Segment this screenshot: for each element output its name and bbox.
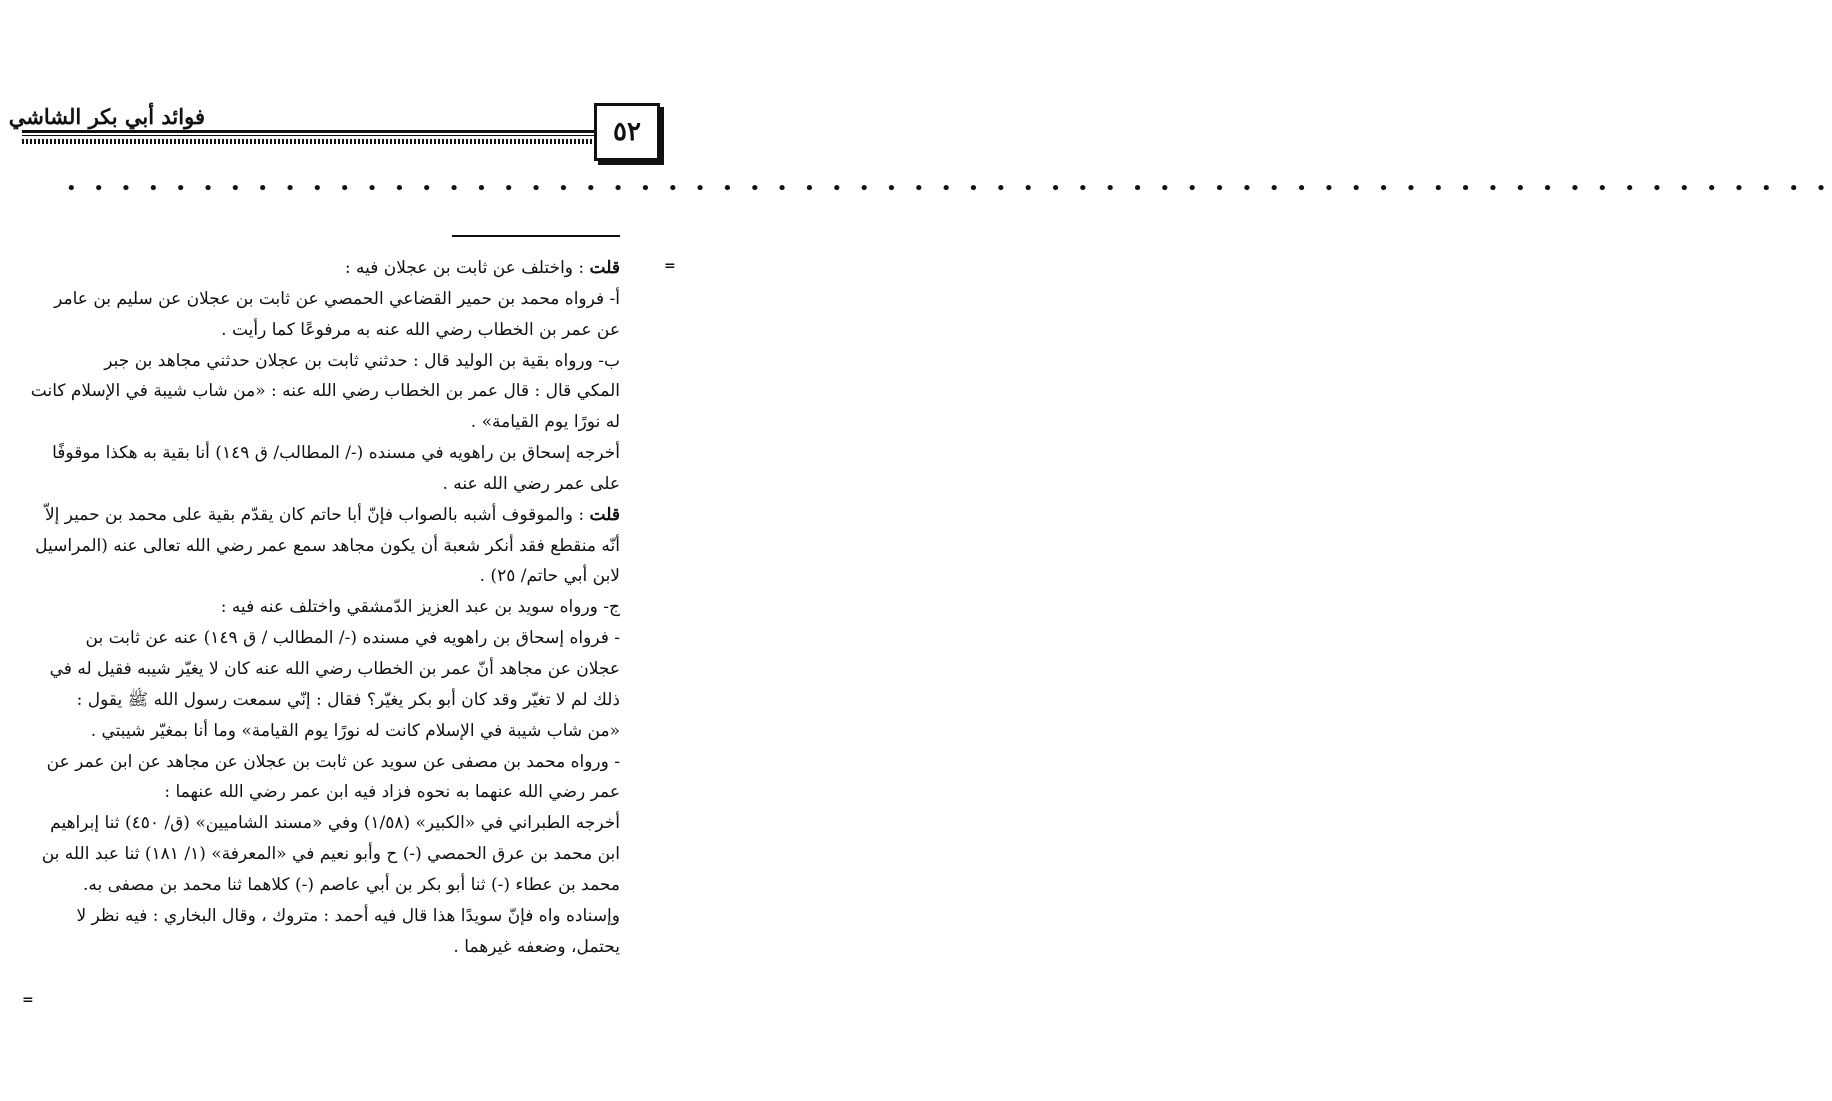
text-run: : والموقوف أشبه بالصواب فإنّ أبا حاتم كان يقدّم بقية على محمد بن حمير إلاّ bbox=[44, 504, 590, 525]
text-line: له نورًا يوم القيامة» . bbox=[470, 412, 620, 433]
text-line: أنّه منقطع فقد أنكر شعبة أن يكون مجاهد سمع عمر رضي الله تعالى عنه (المراسيل bbox=[35, 535, 620, 556]
text-line: ابن محمد بن عرق الحمصي (-) ح وأبو نعيم في «المعرفة» (١/ ١٨١) ثنا عبد الله بن bbox=[41, 844, 620, 865]
header-rule-thin bbox=[22, 135, 594, 136]
text-line: أ- فرواه محمد بن حمير القضاعي الحمصي عن ثابت بن عجلان عن سليم بن عامر bbox=[54, 288, 620, 309]
margin-mark-top: = bbox=[664, 258, 676, 274]
text-line: ج- ورواه سويد بن عبد العزيز الدّمشقي واختلف عنه فيه : bbox=[220, 597, 620, 618]
header-rule-hatched bbox=[22, 139, 594, 144]
qultu-label: قلت bbox=[589, 504, 620, 525]
text-line: على عمر رضي الله عنه . bbox=[442, 473, 620, 494]
text-run: : واختلف عن ثابت بن عجلان فيه : bbox=[344, 258, 590, 278]
page-number: ٥٢ bbox=[613, 117, 641, 147]
text-line: أخرجه الطبراني في «الكبير» (١/٥٨) وفي «مسند الشاميين» (ق/ ٤٥٠) ثنا إبراهيم bbox=[50, 813, 620, 834]
body-text bbox=[22, 253, 620, 962]
running-title: فوائد أبي بكر الشاشي bbox=[8, 104, 205, 129]
section-short-rule bbox=[452, 235, 620, 237]
text-line: عجلان عن مجاهد أنّ عمر بن الخطاب رضي الله عنه كان لا يغيّر شيبه فقيل له في bbox=[49, 658, 620, 679]
text-line: «من شاب شيبة في الإسلام كانت له نورًا يوم القيامة» وما أنا بمغيّر شيبتي . bbox=[90, 720, 620, 741]
text-line: - ورواه محمد بن مصفى عن سويد عن ثابت بن عجلان عن مجاهد عن ابن عمر عن bbox=[46, 751, 620, 772]
text-line: ذلك لم لا تغيّر وقد كان أبو بكر يغيّر؟ فقال : إنّي سمعت رسول الله ﷺ يقول : bbox=[76, 689, 620, 710]
text-line: لابن أبي حاتم/ ٢٥) . bbox=[479, 566, 620, 587]
text-line bbox=[22, 253, 620, 284]
text-line: - فرواه إسحاق بن راهويه في مسنده (-/ المطالب / ق ١٤٩) عنه عن ثابت بن bbox=[85, 628, 620, 649]
text-line: عن عمر بن الخطاب رضي الله عنه به مرفوعًا كما رأيت . bbox=[221, 319, 620, 340]
text-line: محمد بن عطاء (-) ثنا أبو بكر بن أبي عاصم (-) كلاهما ثنا محمد بن مصفى به. bbox=[82, 874, 620, 895]
text-line: عمر رضي الله عنهما به نحوه فزاد فيه ابن عمر رضي الله عنهما : bbox=[164, 782, 620, 803]
text-line bbox=[22, 500, 620, 531]
text-line: وإسناده واه فإنّ سويدًا هذا قال فيه أحمد : متروك ، وقال البخاري : فيه نظر لا bbox=[76, 905, 620, 926]
text-line: أخرجه إسحاق بن راهويه في مسنده (-/ المطالب/ ق ١٤٩) أنا بقية به هكذا موقوفًا bbox=[52, 443, 620, 464]
dotted-separator: • • • • • • • • • • • • • • • • • • • • • • • • • • • • • • • • • • • • • • • • • • • • • • • • • • • • • • • • • • • • • • • • • bbox=[66, 178, 1832, 199]
header-rule-thick bbox=[22, 130, 594, 133]
text-line: ب- ورواه بقية بن الوليد قال : حدثني ثابت بن عجلان حدثني مجاهد بن جبر bbox=[104, 350, 620, 371]
text-line: المكي قال : قال عمر بن الخطاب رضي الله عنه : «من شاب شيبة في الإسلام كانت bbox=[30, 381, 620, 402]
text-line: يحتمل، وضعفه غيرهما . bbox=[453, 936, 620, 957]
margin-mark-bottom: = bbox=[22, 992, 34, 1008]
qultu-label: قلت bbox=[589, 258, 620, 278]
page-number-box bbox=[594, 103, 660, 161]
